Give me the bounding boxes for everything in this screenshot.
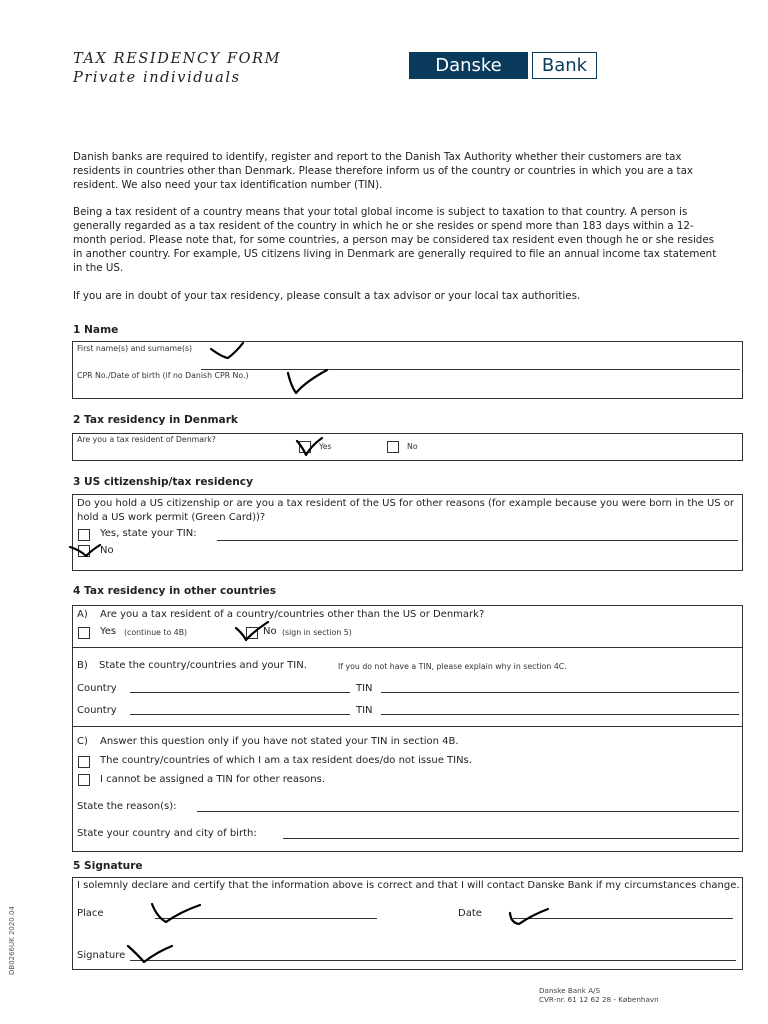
4b-text: State the country/countries and your TIN. xyxy=(99,660,307,671)
cpr-label: CPR No./Date of birth (if no Danish CPR No.) xyxy=(77,371,249,380)
intro-paragraph-3: If you are in doubt of your tax residency, please consult a tax advisor or your local tax authorities. xyxy=(73,290,581,302)
reason-field[interactable] xyxy=(197,811,739,812)
section-3-heading: 3 US citizenship/tax residency xyxy=(73,476,253,488)
tin-field-2[interactable] xyxy=(381,714,739,715)
4a-no-label: No xyxy=(263,626,277,637)
denmark-yes-checkbox[interactable] xyxy=(299,441,311,453)
4a-yes-checkbox[interactable] xyxy=(78,627,90,639)
first-name-label: First name(s) and surname(s) xyxy=(77,344,193,353)
section-1-heading: 1 Name xyxy=(73,324,119,336)
4a-no-checkbox[interactable] xyxy=(246,627,258,639)
country-field-1[interactable] xyxy=(130,692,350,693)
name-box xyxy=(72,341,743,399)
section-5-heading: 5 Signature xyxy=(73,860,143,872)
4c-text: Answer this question only if you have not stated your TIN in section 4B. xyxy=(100,736,459,747)
logo-left: Danske xyxy=(409,52,528,79)
signature-label: Signature xyxy=(77,950,126,961)
4b-label: B) xyxy=(77,660,88,671)
first-name-field[interactable] xyxy=(201,369,740,370)
reason-label: State the reason(s): xyxy=(77,801,177,812)
intro-paragraph-2: Being a tax resident of a country means that your total global income is subject to taxation to that country. A person is generally regarded as a tax resident of the country in which he or she resides or spend more than 183 days within a 12-month period. Please note that, for some countries, a person may be considered tax resident even though he or she resides in another country. For example, US citizens living in Denmark are generally required to file an annual income tax statement in the US. xyxy=(73,206,717,274)
us-yes-label: Yes, state your TIN: xyxy=(100,528,197,539)
us-no-checkbox[interactable] xyxy=(78,545,90,557)
4c-label: C) xyxy=(77,736,88,747)
4b-note: If you do not have a TIN, please explain why in section 4C. xyxy=(338,662,567,671)
tin-label-1: TIN xyxy=(356,683,373,694)
signature-box xyxy=(72,877,743,970)
date-label: Date xyxy=(458,908,482,919)
4a-question: Are you a tax resident of a country/countries other than the US or Denmark? xyxy=(100,609,485,620)
intro-paragraph-1: Danish banks are required to identify, register and report to the Danish Tax Authority whether their customers are tax residents in countries other than Denmark. Please therefore inform us of the country or countries in which you are a tax resident. We also need your tax identification number (TIN). xyxy=(73,151,693,191)
us-tin-field[interactable] xyxy=(217,540,738,541)
signature-field[interactable] xyxy=(130,960,736,961)
denmark-yes-label: Yes xyxy=(319,442,332,451)
country-field-2[interactable] xyxy=(130,714,350,715)
danske-bank-logo xyxy=(409,52,597,79)
us-question: Do you hold a US citizenship or are you a tax resident of the US for other reasons (for example because you were born in the US or hold a US work permit (Green Card))? xyxy=(77,498,735,523)
footer-line2: CVR-nr. 61 12 62 28 - København xyxy=(539,995,659,1004)
other-countries-box xyxy=(72,605,743,852)
form-code: DB0266UK 2020.04 xyxy=(8,906,16,975)
4c-no-tin-checkbox[interactable] xyxy=(78,756,90,768)
place-field[interactable] xyxy=(155,918,377,919)
4a-yes-label: Yes xyxy=(100,626,117,637)
country-label-1: Country xyxy=(77,683,117,694)
tin-field-1[interactable] xyxy=(381,692,739,693)
form-title-line1: TAX RESIDENCY FORM xyxy=(73,51,282,67)
form-title-line2: Private individuals xyxy=(73,70,241,86)
denmark-no-checkbox[interactable] xyxy=(387,441,399,453)
logo-right: Bank xyxy=(532,52,597,79)
footer-line1: Danske Bank A/S xyxy=(539,986,601,995)
4c-other-reason-label: I cannot be assigned a TIN for other reasons. xyxy=(100,774,326,785)
tin-label-2: TIN xyxy=(356,705,373,716)
section-4-heading: 4 Tax residency in other countries xyxy=(73,585,277,597)
denmark-residency-box xyxy=(72,433,743,461)
4c-no-tin-label: The country/countries of which I am a tax resident does/do not issue TINs. xyxy=(100,755,472,766)
form-title xyxy=(73,50,281,88)
4a-no-note: (sign in section 5) xyxy=(282,628,352,637)
birth-field[interactable] xyxy=(283,838,739,839)
date-field[interactable] xyxy=(513,918,733,919)
4a-label: A) xyxy=(77,609,88,620)
country-label-2: Country xyxy=(77,705,117,716)
4a-yes-note: (continue to 4B) xyxy=(124,628,188,637)
declaration-text: I solemnly declare and certify that the information above is correct and that I will contact Danske Bank if my circumstances change. xyxy=(77,880,740,891)
denmark-no-label: No xyxy=(407,442,418,451)
place-label: Place xyxy=(77,908,104,919)
us-yes-checkbox[interactable] xyxy=(78,529,90,541)
us-residency-box xyxy=(72,494,743,571)
section-2-heading: 2 Tax residency in Denmark xyxy=(73,414,238,426)
footer xyxy=(539,986,659,1004)
4c-other-reason-checkbox[interactable] xyxy=(78,774,90,786)
us-no-label: No xyxy=(100,545,114,556)
birth-label: State your country and city of birth: xyxy=(77,828,257,839)
divider xyxy=(73,647,742,648)
denmark-question: Are you a tax resident of Denmark? xyxy=(77,435,216,444)
divider xyxy=(73,726,742,727)
